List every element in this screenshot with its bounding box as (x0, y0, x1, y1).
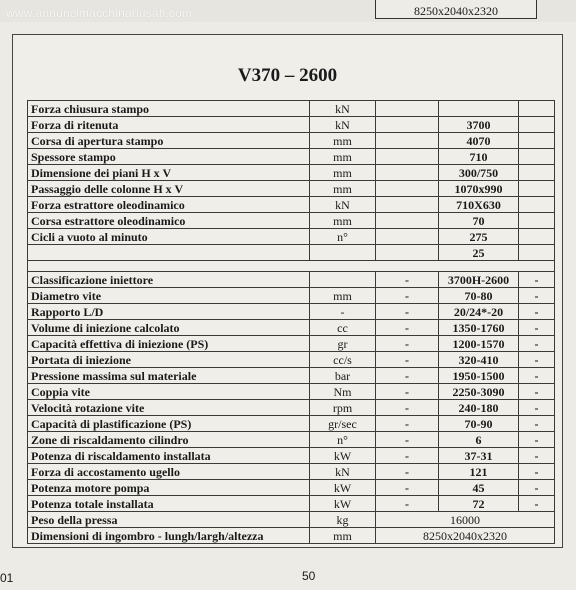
spec-name: Forza di accostamento ugello (28, 464, 310, 480)
spec-unit: n° (310, 432, 376, 448)
spec-unit: kW (310, 480, 376, 496)
table-row (28, 213, 555, 229)
empty-cell (519, 165, 555, 181)
empty-cell (519, 213, 555, 229)
spec-name: Passaggio delle colonne H x V (28, 181, 310, 197)
spec-value: 4070 (439, 133, 519, 149)
spec-unit: mm (310, 165, 376, 181)
table-row (28, 352, 555, 368)
table-row (28, 101, 555, 117)
spec-value-a: - (376, 384, 439, 400)
table-row (28, 480, 555, 496)
spec-value-c: - (519, 480, 555, 496)
empty-cell (376, 245, 439, 261)
spec-value-c: - (519, 368, 555, 384)
table-row (28, 464, 555, 480)
spec-unit: rpm (310, 400, 376, 416)
empty-cell (519, 133, 555, 149)
spec-unit: kW (310, 448, 376, 464)
spec-name: Volume di iniezione calcolato (28, 320, 310, 336)
spec-value-b: 37-31 (439, 448, 519, 464)
table-row (28, 528, 555, 544)
table-row (28, 368, 555, 384)
spec-value-a: - (376, 288, 439, 304)
spec-unit: bar (310, 368, 376, 384)
spec-unit (310, 245, 376, 261)
spec-value-b: 6 (439, 432, 519, 448)
empty-cell (519, 197, 555, 213)
spec-name: Cicli a vuoto al minuto (28, 229, 310, 245)
spec-value-b: 240-180 (439, 400, 519, 416)
spec-value-a: - (376, 416, 439, 432)
spec-name: Spessore stampo (28, 149, 310, 165)
spec-value-b: 1950-1500 (439, 368, 519, 384)
table-row (28, 165, 555, 181)
spec-unit: mm (310, 288, 376, 304)
spec-value-c: - (519, 448, 555, 464)
spec-name: Corsa di apertura stampo (28, 133, 310, 149)
spec-value-b: 70-80 (439, 288, 519, 304)
spec-unit: kN (310, 464, 376, 480)
spec-unit (310, 272, 376, 288)
empty-cell (376, 229, 439, 245)
spec-unit: mm (310, 181, 376, 197)
table-row (28, 416, 555, 432)
spec-value-a: - (376, 480, 439, 496)
watermark: www.annuncimacchinariusati.com (6, 6, 193, 20)
spec-value-b: 2250-3090 (439, 384, 519, 400)
spec-value: 710 (439, 149, 519, 165)
spec-value-a: - (376, 304, 439, 320)
spec-value-c: - (519, 464, 555, 480)
empty-cell (376, 213, 439, 229)
spec-unit: kN (310, 101, 376, 117)
spec-unit: n° (310, 229, 376, 245)
table-row (28, 117, 555, 133)
spec-name: Potenza totale installata (28, 496, 310, 512)
empty-cell (519, 245, 555, 261)
spec-value-a: - (376, 400, 439, 416)
spec-value-a: - (376, 320, 439, 336)
table-row (28, 512, 555, 528)
spec-name: Forza di ritenuta (28, 117, 310, 133)
spec-value: 300/750 (439, 165, 519, 181)
spec-value-a: - (376, 352, 439, 368)
table-row (28, 245, 555, 261)
spec-name: Peso della pressa (28, 512, 310, 528)
spec-value-a: - (376, 336, 439, 352)
spec-name: Diametro vite (28, 288, 310, 304)
spec-table-body (28, 101, 555, 544)
spec-value-c: - (519, 400, 555, 416)
spec-table (27, 100, 555, 544)
empty-cell (519, 101, 555, 117)
table-row (28, 336, 555, 352)
spec-name: Corsa estrattore oleodinamico (28, 213, 310, 229)
spec-name: Coppia vite (28, 384, 310, 400)
spec-value-b: 1350-1760 (439, 320, 519, 336)
empty-cell (519, 117, 555, 133)
spec-unit: cc (310, 320, 376, 336)
spec-value: 1070x990 (439, 181, 519, 197)
spec-name: Capacità di plastificazione (PS) (28, 416, 310, 432)
previous-table-value: 8250x2040x2320 (414, 4, 498, 18)
spec-unit: kg (310, 512, 376, 528)
spec-value: 3700 (439, 117, 519, 133)
spec-unit: mm (310, 528, 376, 544)
table-row (28, 304, 555, 320)
spec-value-c: - (519, 384, 555, 400)
spec-value-a: - (376, 496, 439, 512)
spec-value-c: - (519, 352, 555, 368)
empty-cell (376, 117, 439, 133)
spec-value-b: 70-90 (439, 416, 519, 432)
spec-sheet (12, 34, 563, 548)
page-title: V370 – 2600 (237, 65, 338, 86)
spec-name: Rapporto L/D (28, 304, 310, 320)
table-row (28, 229, 555, 245)
table-row (28, 384, 555, 400)
spec-unit: mm (310, 133, 376, 149)
spec-value (439, 101, 519, 117)
spec-value-a: - (376, 464, 439, 480)
table-row (28, 432, 555, 448)
spec-name: Zone di riscaldamento cilindro (28, 432, 310, 448)
spec-value-b: 320-410 (439, 352, 519, 368)
table-row (28, 272, 555, 288)
table-row (28, 448, 555, 464)
spec-value-c: - (519, 336, 555, 352)
spec-name: Capacità effettiva di iniezione (PS) (28, 336, 310, 352)
spec-name: Forza estrattore oleodinamico (28, 197, 310, 213)
table-row (28, 149, 555, 165)
spec-name: Dimensioni di ingombro - lungh/largh/altezza (28, 528, 310, 544)
spec-value-c: - (519, 416, 555, 432)
spec-name: Forza chiusura stampo (28, 101, 310, 117)
spec-value-b: 72 (439, 496, 519, 512)
spec-value: 275 (439, 229, 519, 245)
spec-value-a: - (376, 272, 439, 288)
spec-value-span: 16000 (376, 512, 555, 528)
empty-cell (519, 229, 555, 245)
spec-value-c: - (519, 320, 555, 336)
spec-value-a: - (376, 432, 439, 448)
empty-cell (376, 165, 439, 181)
spec-unit: mm (310, 213, 376, 229)
spec-unit: gr (310, 336, 376, 352)
spec-value-c: - (519, 304, 555, 320)
spec-value-c: - (519, 432, 555, 448)
spec-name: Dimensione dei piani H x V (28, 165, 310, 181)
table-row (28, 133, 555, 149)
section-gap (28, 261, 555, 272)
spec-name: Pressione massima sul materiale (28, 368, 310, 384)
spec-unit: kW (310, 496, 376, 512)
page-number: 50 (302, 569, 316, 583)
spec-value-a: - (376, 448, 439, 464)
spec-value-c: - (519, 288, 555, 304)
spec-value-b: 121 (439, 464, 519, 480)
table-row (28, 181, 555, 197)
spec-value: 710X630 (439, 197, 519, 213)
empty-cell (519, 181, 555, 197)
spec-value-c: - (519, 272, 555, 288)
empty-cell (376, 101, 439, 117)
spec-value-b: 20/24*-20 (439, 304, 519, 320)
spec-value-c: - (519, 496, 555, 512)
table-row (28, 496, 555, 512)
spec-value-a: - (376, 368, 439, 384)
spec-unit: cc/s (310, 352, 376, 368)
empty-cell (376, 197, 439, 213)
spec-unit: Nm (310, 384, 376, 400)
empty-cell (376, 181, 439, 197)
previous-table-fragment (375, 0, 537, 19)
spec-value: 25 (439, 245, 519, 261)
spec-value-b: 45 (439, 480, 519, 496)
spec-name: Portata di iniezione (28, 352, 310, 368)
spec-unit: gr/sec (310, 416, 376, 432)
spec-value-b: 3700H-2600 (439, 272, 519, 288)
spec-unit: kN (310, 197, 376, 213)
empty-cell (376, 149, 439, 165)
empty-cell (376, 133, 439, 149)
table-row (28, 288, 555, 304)
footer-left: 01 (0, 571, 14, 585)
spec-unit: - (310, 304, 376, 320)
spec-value-b: 1200-1570 (439, 336, 519, 352)
table-row (28, 400, 555, 416)
spec-name (28, 245, 310, 261)
empty-cell (519, 149, 555, 165)
spec-name: Potenza motore pompa (28, 480, 310, 496)
table-row (28, 197, 555, 213)
spec-name: Classificazione iniettore (28, 272, 310, 288)
spec-name: Potenza di riscaldamento installata (28, 448, 310, 464)
gap-cell (28, 261, 555, 272)
spec-unit: kN (310, 117, 376, 133)
spec-unit: mm (310, 149, 376, 165)
spec-value-span: 8250x2040x2320 (376, 528, 555, 544)
spec-name: Velocità rotazione vite (28, 400, 310, 416)
spec-value: 70 (439, 213, 519, 229)
table-row (28, 320, 555, 336)
